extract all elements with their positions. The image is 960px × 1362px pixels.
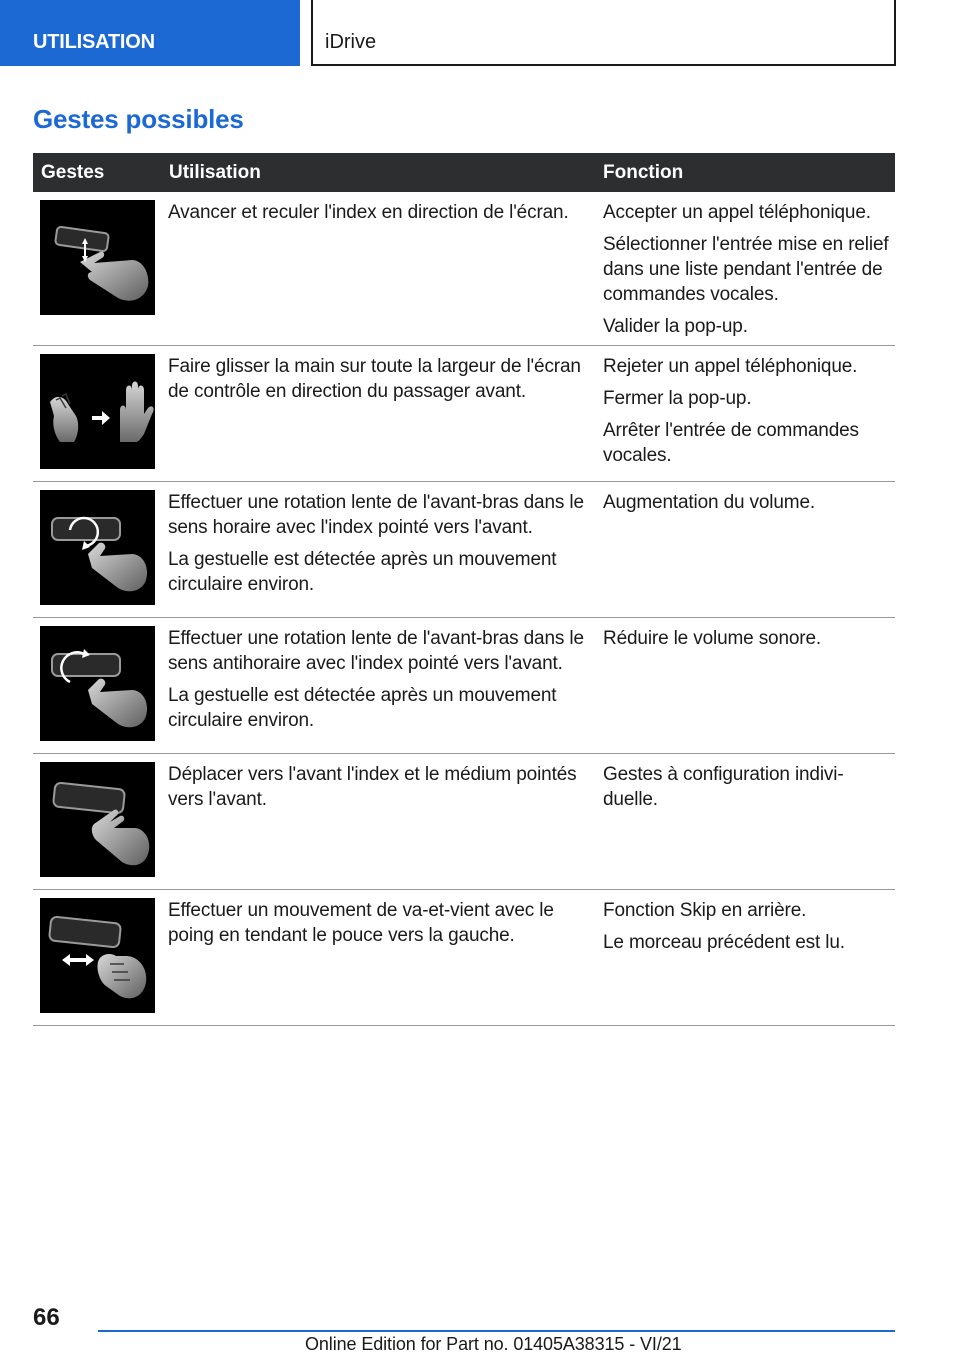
table-row (33, 346, 895, 482)
fonction-text: Réduire le volume sonore. (603, 628, 822, 649)
column-header-gestes: Gestes (41, 161, 105, 183)
fonction-text: Sélectionner l'entrée mise en relief dans une liste pendant l'entrée de commandes vocales. (603, 234, 889, 305)
finger-tap-gesture-icon (40, 200, 155, 315)
gestures-table (33, 153, 895, 1026)
counterclockwise-circle-gesture-icon (40, 626, 155, 741)
two-finger-point-gesture-icon (40, 762, 155, 877)
fist-thumb-swipe-gesture-icon (40, 898, 155, 1013)
fonction-text: Arrêter l'entrée de commandes vocales. (603, 420, 859, 466)
hand-swipe-gesture-icon (40, 354, 155, 469)
table-row (33, 890, 895, 1026)
clockwise-circle-gesture-icon (40, 490, 155, 605)
fonction-text: Fermer la pop-up. (603, 388, 752, 409)
header-section-label: UTILISATION (0, 0, 300, 66)
utilisation-text: La gestuelle est détectée après un mouvement circulaire environ. (168, 685, 557, 731)
table-row (33, 618, 895, 754)
fonction-text: Fonction Skip en arrière. (603, 900, 807, 921)
table-row (33, 482, 895, 618)
column-header-fonction: Fonction (603, 161, 684, 183)
table-row (33, 754, 895, 890)
fonction-text: Augmentation du volume. (603, 492, 816, 513)
table-header (33, 153, 895, 192)
utilisation-text: Avancer et reculer l'index en direction de l'écran. (168, 202, 569, 223)
header-topic-label: iDrive (311, 0, 896, 66)
column-header-utilisation: Utilisation (169, 161, 261, 183)
fonction-text: Valider la pop-up. (603, 316, 748, 337)
page-number: 66 (33, 1304, 60, 1331)
utilisation-text: Effectuer un mouvement de va-et-vient avec le poing en tendant le pouce vers la gauche. (168, 900, 554, 946)
fonction-text: Accepter un appel téléphonique. (603, 202, 871, 223)
fonction-text: Gestes à configuration individuelle. (603, 764, 844, 810)
utilisation-text: La gestuelle est détectée après un mouvement circulaire environ. (168, 549, 557, 595)
utilisation-text: Effectuer une rotation lente de l'avant-bras dans le sens antihoraire avec l'index pointé vers l'avant. (168, 628, 584, 674)
table-row (33, 192, 895, 346)
fonction-text: Le morceau précédent est lu. (603, 932, 845, 953)
page-title: Gestes possibles (33, 104, 244, 134)
utilisation-text: Déplacer vers l'avant l'index et le médium pointés vers l'avant. (168, 764, 577, 810)
fonction-text: Rejeter un appel téléphonique. (603, 356, 858, 377)
footer-edition-text: Online Edition for Part no. 01405A38315 - VI/21 (305, 1334, 682, 1354)
utilisation-text: Effectuer une rotation lente de l'avant-bras dans le sens horaire avec l'index pointé vers l'avant. (168, 492, 584, 538)
footer-divider (98, 1330, 895, 1332)
utilisation-text: Faire glisser la main sur toute la largeur de l'écran de contrôle en direction du passager avant. (168, 356, 581, 402)
